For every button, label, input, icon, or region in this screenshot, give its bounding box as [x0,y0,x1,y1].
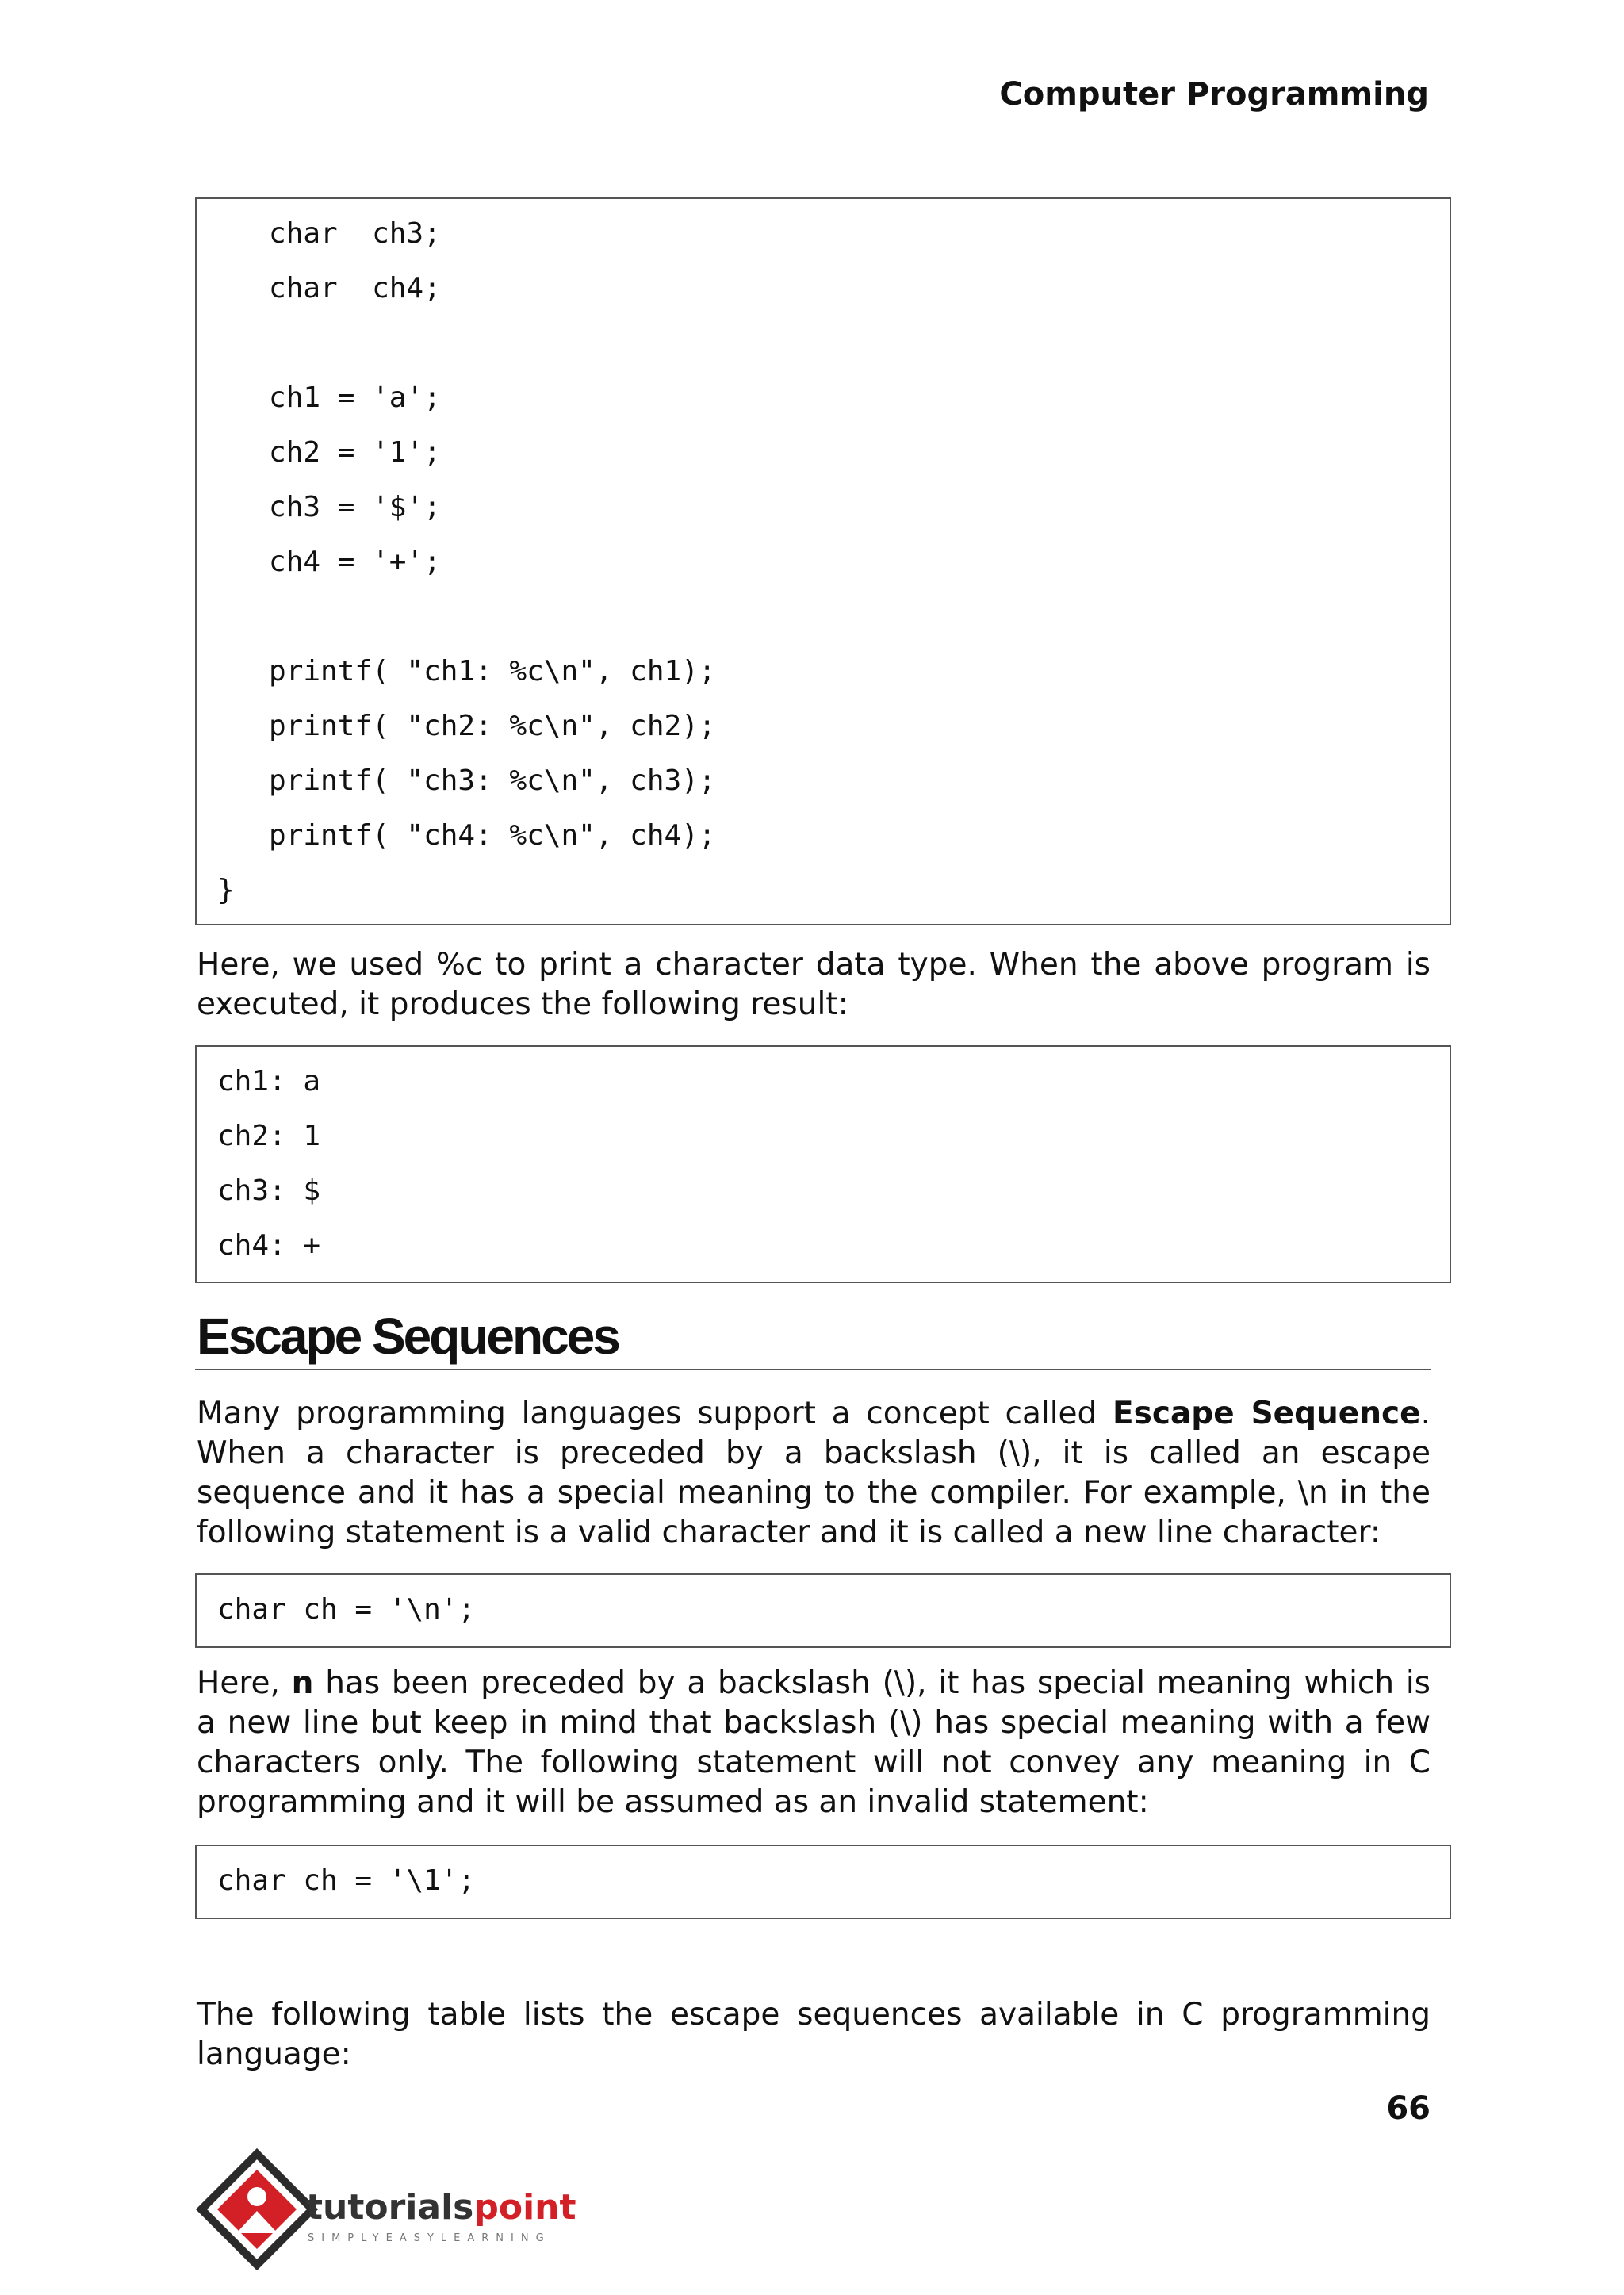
paragraph-3 [197,1664,1431,1822]
paragraph-2 [197,1394,1431,1553]
logo-tagline: SIMPLYEASYLEARNING [308,2232,551,2244]
code-line: ch3 = '$'; [217,491,441,523]
output-line: ch3: $ [217,1174,321,1207]
paragraph-1: Here, we used %c to print a character data type. When the above program is executed, it produces the following result: [197,947,1431,1022]
running-header: Computer Programming [999,76,1429,113]
code-line: } [217,874,235,906]
paragraph-3-bold: n [291,1665,314,1701]
logo-text-point: point [473,2187,576,2228]
output-line: ch1: a [217,1065,321,1098]
logo-text-tutorials: tutorials [306,2187,474,2228]
output-line: ch2: 1 [217,1120,321,1152]
code-line: char ch4; [217,272,441,305]
code-line: printf( "ch1: %c\n", ch1); [217,655,716,688]
output-line: ch4: + [217,1229,321,1262]
section-heading: Escape Sequences [197,1308,619,1365]
code-line: char ch = '\1'; [217,1864,476,1897]
code-block-3 [195,1845,1451,1919]
paragraph-4: The following table lists the escape sequences available in C programming language: [197,1997,1431,2072]
paragraph-2-text: Many programming languages support a concept called [197,1396,1113,1431]
output-block [195,1045,1451,1283]
paragraph-3-text: Here, [197,1665,292,1701]
tutorialspoint-logo [195,2147,592,2274]
code-line: ch4 = '+'; [217,546,441,578]
code-line: printf( "ch2: %c\n", ch2); [217,710,716,742]
paragraph-2-text: . When a character is preceded by a backslash (\), it is called an escape sequence and it has a special meaning to the compiler. For example, \n in the following statement is a valid character and it is called a new line character: [197,1396,1431,1550]
code-line: printf( "ch3: %c\n", ch3); [217,764,716,797]
page-number: 66 [1386,2090,1431,2127]
paragraph-2-bold: Escape Sequence [1113,1396,1421,1431]
code-block-2 [195,1573,1451,1648]
code-line: char ch = '\n'; [217,1593,476,1626]
heading-underline [195,1369,1431,1370]
code-block-1 [195,197,1451,925]
paragraph-3-text: has been preceded by a backslash (\), it has special meaning which is a new line but keep in mind that backslash (\) has special meaning with a few characters only. The following statement will not convey any meaning in C programming and it will be assumed as an invalid statement: [197,1665,1431,1820]
code-line: ch2 = '1'; [217,436,441,469]
svg-text:tutorialspoint [306,2187,576,2228]
code-line: ch1 = 'a'; [217,381,441,414]
diamond-logo-icon [201,2154,312,2265]
code-line: char ch3; [217,217,441,250]
code-line: printf( "ch4: %c\n", ch4); [217,819,716,852]
